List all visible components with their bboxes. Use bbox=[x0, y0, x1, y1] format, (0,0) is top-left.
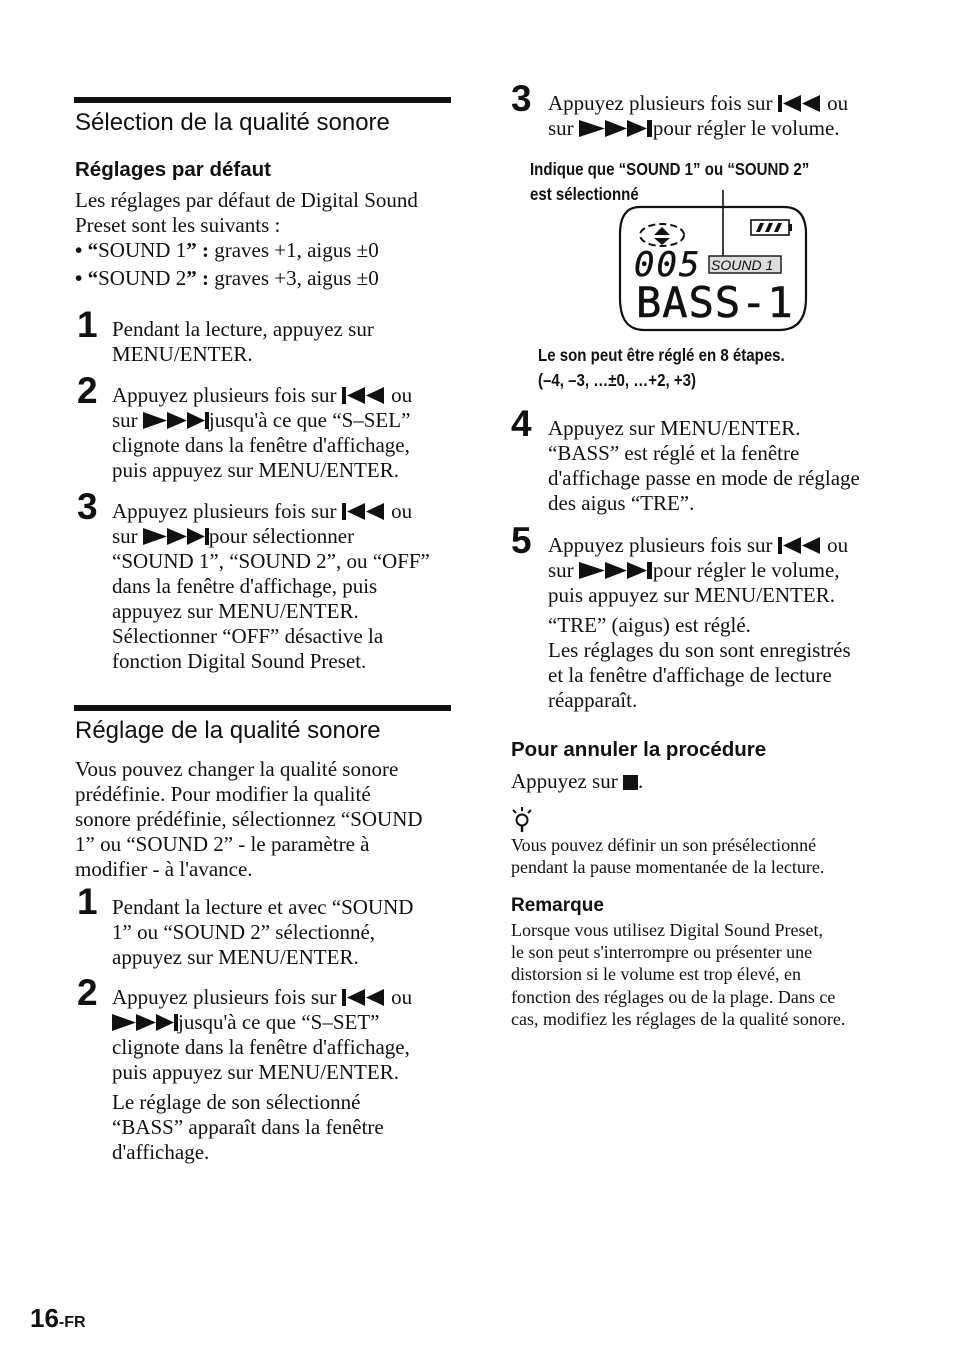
step-number: 2 bbox=[77, 370, 98, 411]
step-text-part: pour régler le volume, bbox=[652, 558, 840, 582]
step-text-part: Appuyez plusieurs fois sur bbox=[112, 383, 342, 407]
step-text-part: ou bbox=[821, 533, 849, 557]
cancel-text-part: Appuyez sur bbox=[511, 769, 623, 793]
step-text-part: sur bbox=[112, 524, 143, 548]
step-text: Pendant la lecture, appuyez sur MENU/ENTER. bbox=[112, 317, 374, 366]
step-text-part: Appuyez plusieurs fois sur bbox=[548, 533, 778, 557]
previous-track-icon bbox=[342, 501, 386, 526]
cancel-title: Pour annuler la procédure bbox=[511, 738, 767, 761]
step-number: 3 bbox=[77, 486, 98, 527]
step-text-part: jusqu'à ce que “S–SET” bbox=[178, 1010, 380, 1034]
step-text-line bbox=[112, 499, 412, 526]
cancel-text-part: . bbox=[637, 769, 644, 793]
step-text-part: ou bbox=[385, 985, 413, 1009]
bullet-label: SOUND 2 bbox=[98, 266, 187, 290]
lcd-main-text: BASS-1 bbox=[636, 278, 794, 327]
step-text: Appuyez sur MENU/ENTER. “BASS” est réglé et la fenêtre d'affichage passe en mode de réglage des aigus “TRE”. bbox=[548, 416, 860, 515]
previous-track-icon bbox=[778, 535, 822, 560]
step-text-part: ou bbox=[385, 383, 413, 407]
bullet-sound2 bbox=[75, 266, 379, 291]
step-text-part: Appuyez plusieurs fois sur bbox=[112, 985, 342, 1009]
bullet-separator: ” : bbox=[186, 238, 209, 262]
step-number: 1 bbox=[77, 881, 98, 922]
step-text-line bbox=[112, 1010, 379, 1037]
step-text-line bbox=[548, 116, 840, 143]
page-number-suffix: -FR bbox=[58, 1314, 86, 1331]
step-text-line bbox=[112, 524, 354, 551]
step-text-part: Appuyez plusieurs fois sur bbox=[112, 499, 342, 523]
next-track-icon bbox=[143, 526, 209, 551]
tip-text: Vous pouvez définir un son présélectionné pendant la pause momentanée de la lecture. bbox=[511, 835, 825, 878]
page-number-value: 16 bbox=[30, 1303, 59, 1333]
bullet-prefix: • “ bbox=[75, 238, 99, 262]
step-text-line bbox=[548, 533, 848, 560]
step-text-part: sur bbox=[548, 116, 579, 140]
step-text-part: pour sélectionner bbox=[208, 524, 355, 548]
step-text-part: ou bbox=[821, 91, 849, 115]
step-note: “TRE” (aigus) est réglé. Les réglages du son sont enregistrés et la fenêtre d'affichage de lecture réapparaît. bbox=[548, 613, 851, 712]
step-text: clignote dans la fenêtre d'affichage, puis appuyez sur MENU/ENTER. bbox=[112, 433, 410, 482]
next-track-icon bbox=[579, 118, 653, 143]
step-text: Pendant la lecture et avec “SOUND 1” ou “SOUND 2” sélectionné, appuyez sur MENU/ENTER. bbox=[112, 895, 414, 969]
tip-icon bbox=[510, 806, 534, 834]
next-track-icon bbox=[112, 1012, 178, 1037]
section-rule bbox=[74, 705, 451, 711]
section-rule bbox=[74, 97, 451, 103]
previous-track-icon bbox=[342, 385, 386, 410]
step-text-line bbox=[548, 91, 848, 118]
bullet-value: graves +3, aigus ±0 bbox=[208, 266, 379, 290]
bullet-prefix: • “ bbox=[75, 266, 99, 290]
step-text: “SOUND 1”, “SOUND 2”, ou “OFF” dans la fenêtre d'affichage, puis appuyez sur MENU/ENTER. Sélectionner “OFF” désactive la fonction Digital Sound Preset. bbox=[112, 549, 430, 673]
next-track-icon bbox=[143, 410, 209, 435]
step-number: 4 bbox=[511, 403, 532, 444]
display-caption-bottom: Le son peut être réglé en 8 étapes. (–4, –3, …±0, …+2, +3) bbox=[538, 345, 785, 390]
page-number bbox=[30, 1303, 86, 1334]
step-number: 2 bbox=[77, 972, 98, 1013]
step-text-part: sur bbox=[112, 408, 143, 432]
previous-track-icon bbox=[342, 987, 386, 1012]
remark-text: Lorsque vous utilisez Digital Sound Preset, le son peut s'interrompre ou présenter une distorsion si le volume est trop élevé, en fonction des réglages ou de la plage. Dans ce cas, modifiez les réglages de la qualité sonore. bbox=[511, 920, 846, 1029]
step-number: 3 bbox=[511, 78, 532, 119]
step-text-line bbox=[112, 383, 412, 410]
intro-text: Les réglages par défaut de Digital Sound Preset sont les suivants : bbox=[75, 188, 418, 237]
step-text-line bbox=[548, 558, 840, 585]
section-title: Sélection de la qualité sonore bbox=[75, 109, 390, 136]
step-text-part: sur bbox=[548, 558, 579, 582]
next-track-icon bbox=[579, 560, 653, 585]
lcd-display bbox=[614, 190, 814, 335]
step-text: puis appuyez sur MENU/ENTER. bbox=[548, 583, 835, 607]
intro-text: Vous pouvez changer la qualité sonore prédéfinie. Pour modifier la qualité sonore prédéfinie, sélectionnez “SOUND 1” ou “SOUND 2” - le paramètre à modifier - à l'avance. bbox=[75, 757, 423, 881]
cancel-text bbox=[511, 769, 643, 796]
step-text: clignote dans la fenêtre d'affichage, puis appuyez sur MENU/ENTER. bbox=[112, 1035, 410, 1084]
bullet-sound1 bbox=[75, 238, 379, 263]
previous-track-icon bbox=[778, 93, 822, 118]
step-text-part: Appuyez plusieurs fois sur bbox=[548, 91, 778, 115]
bullet-separator: ” : bbox=[186, 266, 209, 290]
sound-badge: SOUND 1 bbox=[711, 257, 774, 273]
section-title: Réglage de la qualité sonore bbox=[75, 717, 381, 744]
step-text-part: pour régler le volume. bbox=[652, 116, 840, 140]
display-caption-top: Indique que “SOUND 1” ou “SOUND 2” est sélectionné bbox=[530, 159, 810, 204]
step-number: 1 bbox=[77, 304, 98, 345]
track-number: 005 bbox=[634, 245, 702, 285]
bullet-label: SOUND 1 bbox=[98, 238, 187, 262]
step-text-line bbox=[112, 985, 412, 1012]
bullet-value: graves +1, aigus ±0 bbox=[208, 238, 379, 262]
step-note: Le réglage de son sélectionné “BASS” apparaît dans la fenêtre d'affichage. bbox=[112, 1090, 384, 1164]
step-text-part: ou bbox=[385, 499, 413, 523]
step-text-line bbox=[112, 408, 410, 435]
step-text-part: jusqu'à ce que “S–SEL” bbox=[208, 408, 411, 432]
remark-title: Remarque bbox=[511, 895, 604, 916]
step-number: 5 bbox=[511, 520, 532, 561]
subsection-title: Réglages par défaut bbox=[75, 158, 271, 181]
stop-icon bbox=[623, 771, 638, 796]
